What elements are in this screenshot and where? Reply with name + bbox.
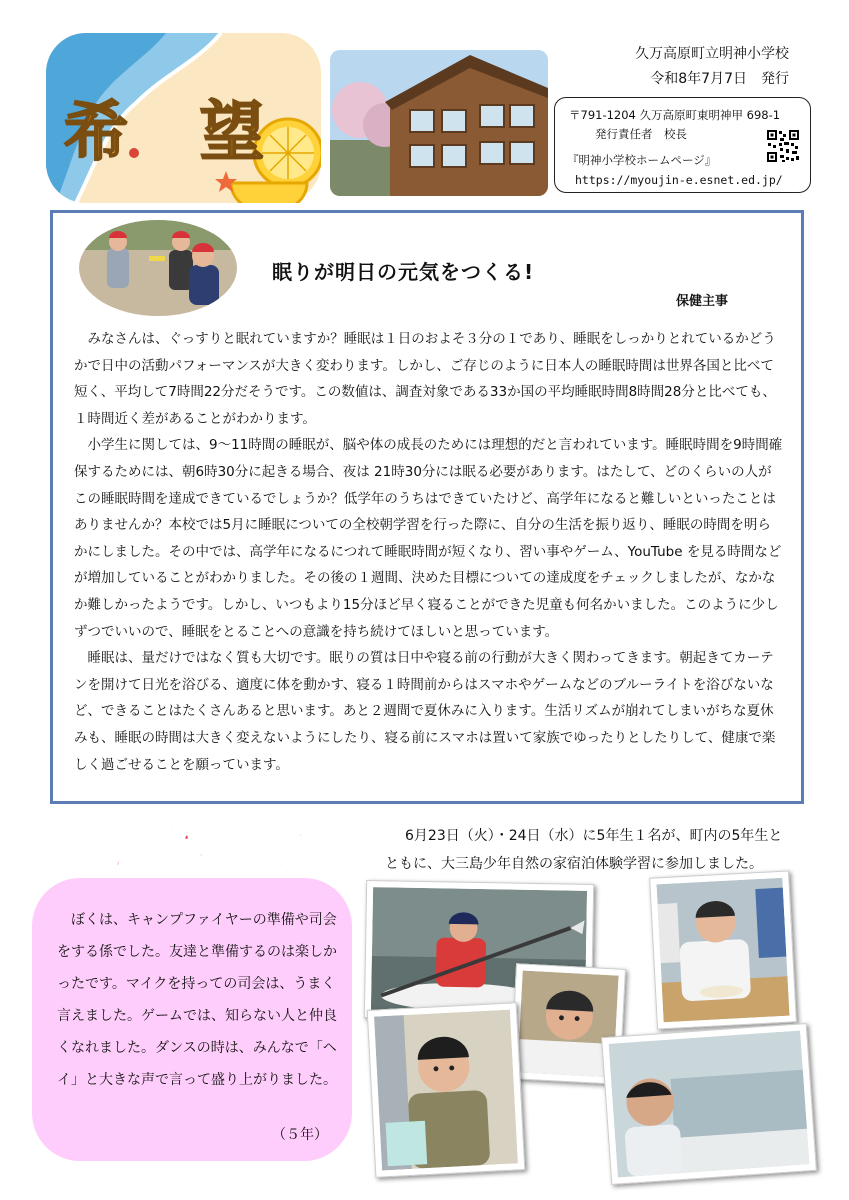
health-paragraph: 小学生に関しては、9～11時間の睡眠が、脳や体の成長のためには理想的だと言われています。睡眠時間を9時間確保するためには、朝6時30分に起きる場合、夜は 21時30分には眠る必要があります。はたして、どのくらいの人がこの睡眠時間を達成できているでしょうか？低学年のうちはできていたけど、高学年になると難しいといったことはありませんか？本校では5月に睡眠についての全校朝学習を行った際に、自分の生活を振り返り、睡眠の時間を明らかにしました。その中では、高学年になるにつれて睡眠時間が短くなり、習い事やゲーム、YouTube を見る時間などが増加していることがわかりました。その後の１週間、決めた目標についての達成度をチェックしましたが、なかなか難しかったようです。しかし、いつもより15分ほど早く寝ることができた児童も何名かいました。このように少しずつでいいので、睡眠をとることへの意識を持ち続けてほしいと思っています。 [74, 437, 783, 640]
student-essay [57, 904, 345, 1096]
health-article-body [74, 326, 784, 778]
camp-intro-line: 6月23日（火）・24日（水）に5年生１名が、町内の5年生と [405, 828, 783, 844]
school-building-photo [330, 50, 548, 196]
camp-heading-text: 宿泊体験学習 [60, 820, 360, 874]
issue-date: 令和8年7月7日 発行 [650, 71, 789, 87]
health-article-author: 保健主事 [676, 294, 729, 309]
student-essay-author: （５年） [272, 1127, 328, 1143]
camp-intro [385, 822, 805, 878]
homepage-url[interactable]: https://myoujin-e.esnet.ed.jp/ [575, 173, 783, 187]
masthead-title: 希 望 [64, 95, 268, 170]
meal-photo [649, 870, 797, 1029]
boy-with-paper-photo [367, 1002, 526, 1178]
boat-photo [601, 1023, 817, 1185]
health-paragraph: 睡眠は、量だけではなく質も大切です。眠りの質は日中や寝る前の行動が大きく関わってきます。朝起きてカーテンを開けて日光を浴びる、適度に体を動かす、寝る１時間前からはスマホやゲームなどのブルーライトを浴びないなど、できることはたくさんあると思います。あと２週間で夏休みに入ります。生活リズムが崩れてしまいがちな夏休みも、睡眠の時間は大きく変えないようにしたり、寝る前にスマホは置いて家族でゆったりとしたりして、健康で楽しく過ごせることを願っています。 [74, 650, 776, 773]
publisher-info-box [554, 97, 811, 193]
children-running-photo [79, 220, 237, 316]
masthead-logo [46, 33, 321, 203]
health-paragraph: みなさんは、ぐっすりと眠れていますか？睡眠は１日のおよそ３分の１であり、睡眠をしっかりとれているかどうかで日中の活動パフォーマンスが大きく変わります。しかし、ご存じのように日本人の睡眠時間は世界各国と比べて短く、平均して7時間22分だそうです。この数値は、調査対象である33か国の平均睡眠時間8時間28分と比べても、１時間近く差があることがわかります。 [74, 331, 776, 427]
homepage-label: 『明神小学校ホームページ』 [567, 153, 717, 167]
camp-section-heading [58, 818, 370, 874]
postal-address: 〒791-1204 久万高原町東明神甲 698-1 [569, 108, 781, 122]
school-name: 久万高原町立明神小学校 [635, 46, 789, 62]
health-article-title: 眠りが明日の元気をつくる! [272, 260, 535, 284]
student-essay-text: ぼくは、キャンプファイヤーの準備や司会をする係でした。友達と準備するのは楽しかったです。マイクを持っての司会は、うまく言えました。ゲームでは、知らない人と仲良くなれました。ダンスの時は、みんなで「ヘイ」と大きな声で言って盛り上がりました。 [57, 912, 337, 1088]
qr-code-icon[interactable] [766, 129, 800, 163]
publisher: 発行責任者 校長 [595, 127, 687, 141]
camp-intro-line: ともに、大三島少年自然の家宿泊体験学習に参加しました。 [385, 856, 763, 872]
